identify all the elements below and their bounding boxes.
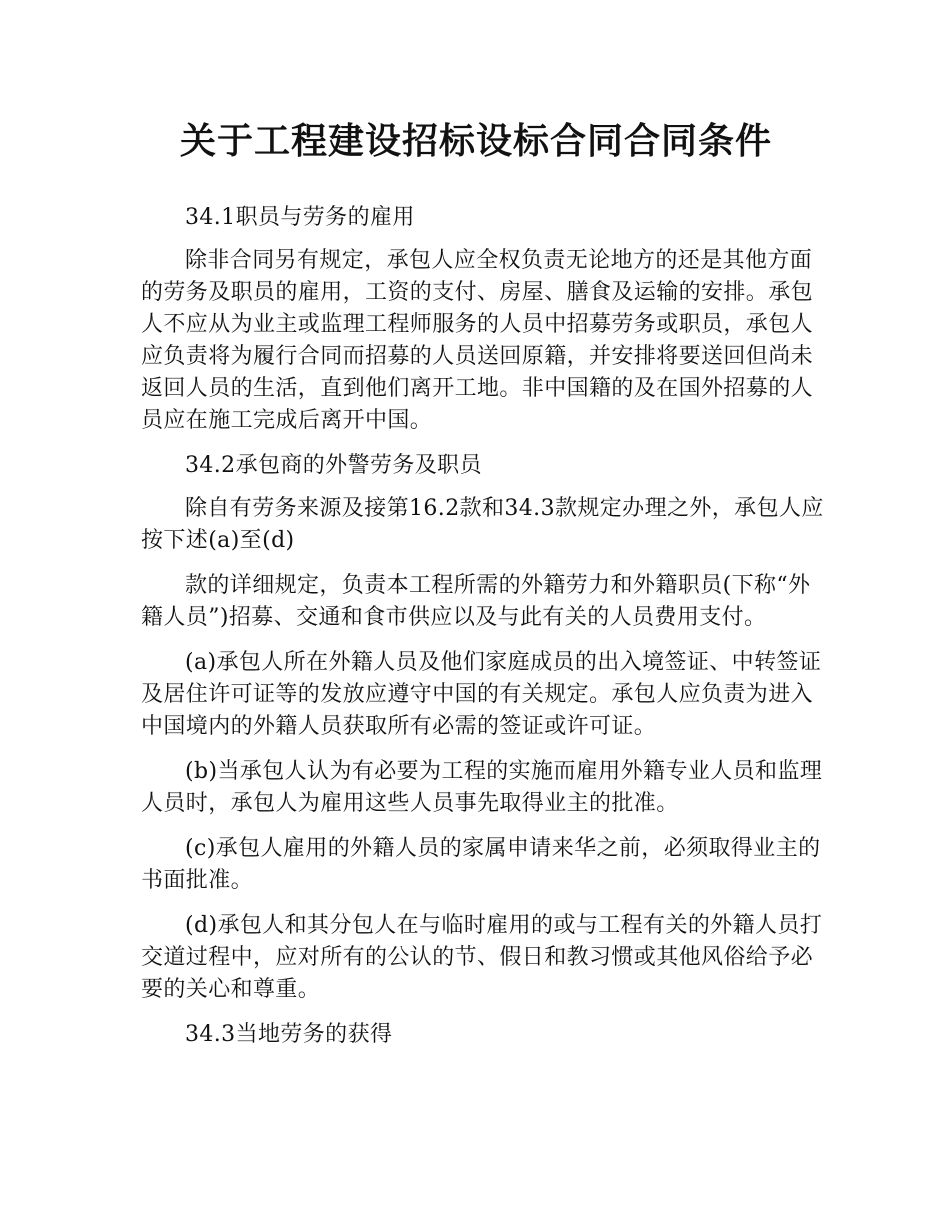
document-title: 关于工程建设招标设标合同合同条件 — [179, 121, 772, 162]
clause-b: (b)当承包人认为有必要为工程的实施而雇用外籍专业人员和监理人员时，承包人为雇用这些人员事先取得业主的批准。 — [141, 759, 823, 816]
section-heading-34-2: 34.2承包商的外警劳务及职员 — [185, 453, 482, 478]
paragraph: 除非合同另有规定，承包人应全权负责无论地方的还是其他方面的劳务及职员的雇用，工资的支付、房屋、膳食及运输的安排。承包人不应从为业主或监理工程师服务的人员中招募劳务或职员，承包人应负责将为履行合同而招募的人员送回原籍，并安排将要送回但尚未返回人员的生活，直到他们离开工地。非中国籍的及在国外招募的人员应在施工完成后离开中国。 — [141, 248, 814, 433]
section-heading-34-1: 34.1职员与劳务的雇用 — [185, 205, 415, 230]
clause-d: (d)承包人和其分包人在与临时雇用的或与工程有关的外籍人员打交道过程中，应对所有的公认的节、假日和教习惯或其他风俗给予必要的关心和尊重。 — [141, 913, 823, 1002]
clause-a: (a)承包人所在外籍人员及他们家庭成员的出入境签证、中转签证及居住许可证等的发放应遵守中国的有关规定。承包人应负责为进入中国境内的外籍人员获取所有必需的签证或许可证。 — [141, 650, 822, 739]
section-heading-34-3: 34.3当地劳务的获得 — [185, 1022, 393, 1047]
document-body — [141, 202, 831, 1062]
paragraph: 除自有劳务来源及接第16.2款和34.3款规定办理之外，承包人应按下述(a)至(d) — [141, 496, 824, 553]
paragraph: 款的详细规定，负责本工程所需的外籍劳力和外籍职员(下称“外籍人员”)招募、交通和食市供应以及与此有关的人员费用支付。 — [141, 573, 811, 630]
clause-c: (c)承包人雇用的外籍人员的家属申请来华之前，必须取得业主的书面批准。 — [141, 836, 821, 893]
